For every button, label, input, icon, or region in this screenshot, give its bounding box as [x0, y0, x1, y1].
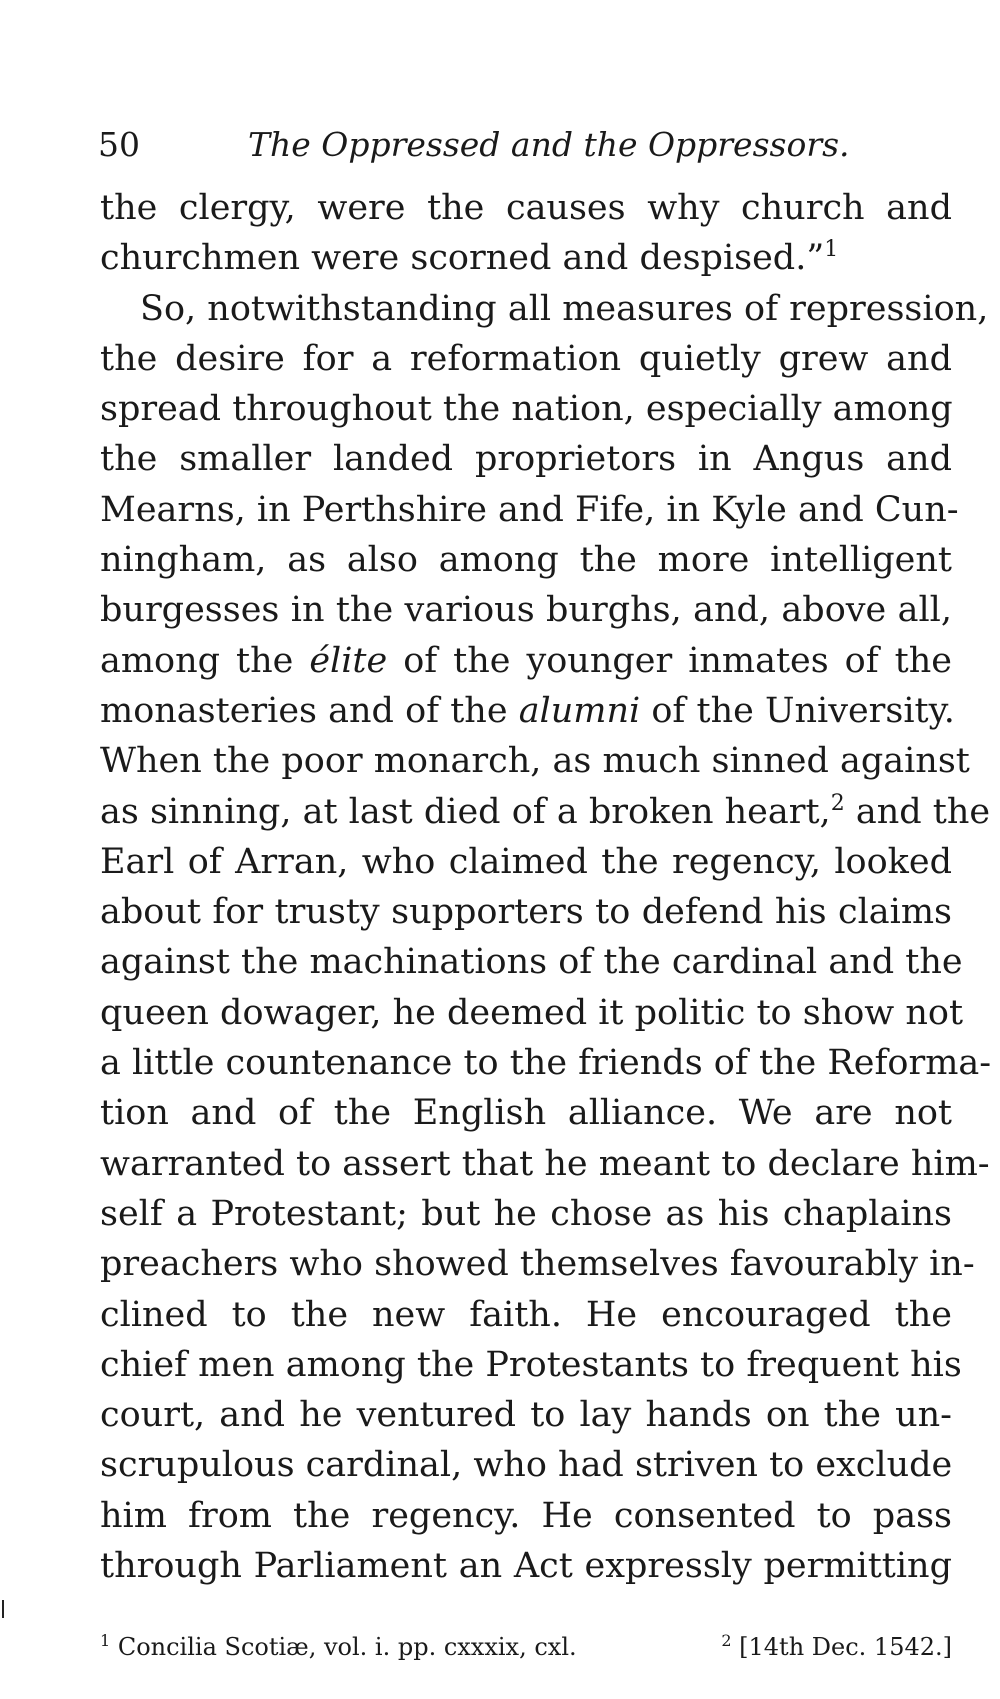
text-line: tion and of the English alliance. We are not [100, 1093, 952, 1134]
line-text: of the younger inmates of the [403, 640, 952, 681]
text-line: warranted to assert that he meant to declare him- [100, 1143, 990, 1184]
italic-word: alumni [518, 690, 641, 731]
body-text [100, 183, 992, 1591]
text-line [100, 233, 952, 283]
text-line: clined to the new faith. He encouraged the [100, 1294, 952, 1335]
text-line: preachers who showed themselves favourably in- [100, 1244, 975, 1285]
text-line: queen dowager, he deemed it politic to show not [100, 992, 964, 1033]
line-text: monasteries and of the [100, 690, 508, 731]
text-line: him from the regency. He consented to pass [100, 1495, 952, 1536]
text-line: burgesses in the various burghs, and, above all, [100, 590, 952, 631]
italic-word: élite [309, 640, 388, 681]
footnote-reference: 2 [830, 790, 845, 816]
text-line: court, and he ventured to lay hands on the un- [100, 1395, 952, 1436]
line-text: of the University. [651, 690, 955, 731]
text-line [100, 787, 991, 837]
line-text: and the [855, 791, 991, 832]
footnote-2-mark: 2 [721, 1631, 732, 1650]
text-line: Earl of Arran, who claimed the regency, looked [100, 841, 952, 882]
text-line [100, 636, 952, 686]
paragraph-start-line: So, notwithstanding all measures of repression, [140, 288, 989, 329]
footnote-reference: 1 [824, 237, 839, 263]
text-line: about for trusty supporters to defend his claims [100, 892, 952, 933]
text-line: spread throughout the nation, especially among [100, 389, 953, 430]
footnote-1 [100, 1622, 577, 1672]
text-line: When the poor monarch, as much sinned against [100, 741, 970, 782]
text-line: the clergy, were the causes why church and [100, 188, 952, 228]
text-line: against the machinations of the cardinal and the [100, 942, 963, 983]
text-line: through Parliament an Act expressly permitting [100, 1546, 952, 1587]
footnote-2-text: [14th Dec. 1542.] [739, 1633, 952, 1661]
line-text: among the [100, 640, 294, 681]
page-number: 50 [98, 125, 140, 164]
text-line: chief men among the Protestants to frequent his [100, 1344, 962, 1385]
text-line: Mearns, in Perthshire and Fife, in Kyle and Cun- [100, 489, 959, 530]
page-header [98, 120, 898, 170]
footnote-1-mark: 1 [100, 1631, 111, 1650]
line-text: as sinning, at last died of a broken heart, [100, 791, 831, 832]
footnote-2 [721, 1622, 952, 1672]
running-title: The Oppressed and the Oppressors. [248, 125, 850, 164]
text-line [100, 686, 955, 736]
text-line: the desire for a reformation quietly grew and [100, 338, 952, 379]
text-line: scrupulous cardinal, who had striven to exclude [100, 1445, 953, 1486]
footnote-1-text: Concilia Scotiæ, vol. i. pp. cxxxix, cxl. [117, 1633, 577, 1661]
scan-artifact [2, 1600, 4, 1618]
text-line: a little countenance to the friends of the Reforma- [100, 1043, 992, 1084]
line-text: churchmen were scorned and despised.” [100, 238, 825, 279]
text-line: self a Protestant; but he chose as his chaplains [100, 1193, 952, 1234]
footnotes [100, 1622, 952, 1672]
text-line: the smaller landed proprietors in Angus and [100, 439, 952, 480]
text-line: ningham, as also among the more intelligent [100, 540, 952, 581]
